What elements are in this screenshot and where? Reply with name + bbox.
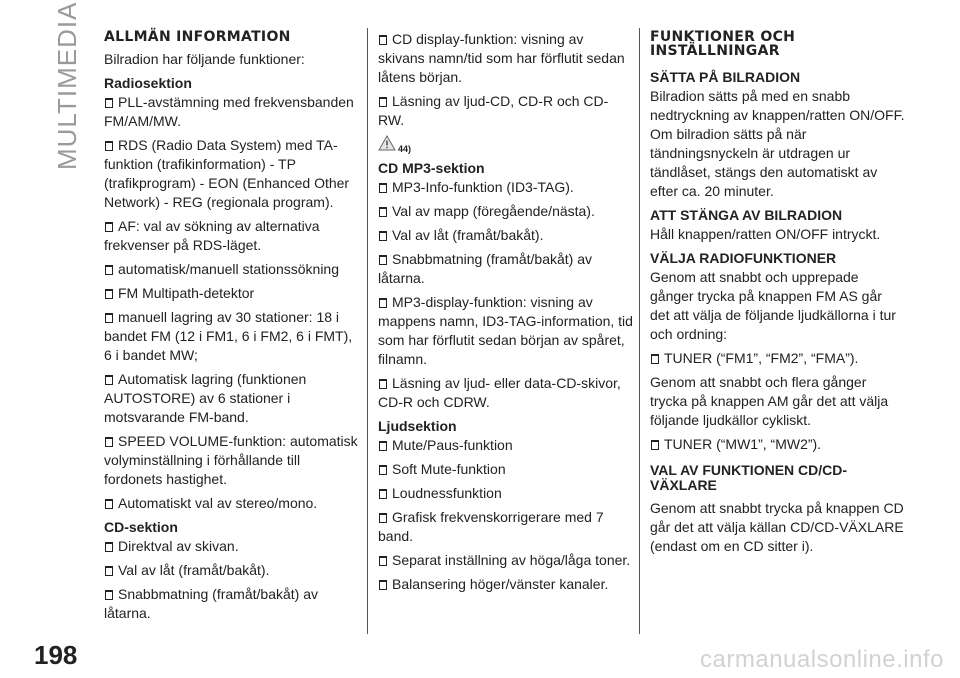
column-divider-1	[367, 28, 368, 634]
checkbox-bullet-icon	[105, 590, 113, 600]
subheading-turn-on: SÄTTA PÅ BILRADION	[650, 69, 801, 85]
list-item: CD display-funktion: visning av skivans namn/tid som har förflutit sedan låtens början.	[378, 31, 625, 85]
list-item: PLL-avstämning med frekvensbanden FM/AM/MW.	[104, 94, 354, 129]
checkbox-bullet-icon	[105, 313, 113, 323]
list-item: Läsning av ljud-CD, CD-R och CD-RW.	[378, 93, 609, 128]
checkbox-bullet-icon	[105, 499, 113, 509]
paragraph: Om bilradion sätts på när tändningsnyckeln är utdragen ur tändlåset, stängs den automatiskt av efter ca. 20 minuter.	[650, 126, 878, 199]
list-item: Automatisk lagring (funktionen AUTOSTORE) av 6 stationer i motsvarande FM-band.	[104, 371, 307, 425]
list-item: Soft Mute-funktion	[378, 460, 633, 479]
subheading-cd: CD-sektion	[104, 519, 178, 535]
subheading-select-radio: VÄLJA RADIOFUNKTIONER	[650, 250, 837, 266]
list-item: Läsning av ljud- eller data-CD-skivor, CD-R och CDRW.	[378, 375, 621, 410]
list-item: automatisk/manuell stationssökning	[104, 260, 359, 279]
list-item: Direktval av skivan.	[104, 537, 359, 556]
heading-general-info: ALLMÄN INFORMATION	[104, 29, 291, 45]
checkbox-bullet-icon	[379, 97, 387, 107]
checkbox-bullet-icon	[379, 207, 387, 217]
list-item: Snabbmatning (framåt/bakåt) av låtarna.	[104, 586, 318, 621]
list-item: SPEED VOLUME-funktion: automatisk volyminställning i förhållande till fordonets hastighet.	[104, 433, 358, 487]
paragraph: Genom att snabbt och flera gånger trycka på knappen AM går det att välja följande ljudkällor cykliskt.	[650, 374, 889, 428]
warning-ref-number: 44)	[398, 144, 412, 154]
checkbox-bullet-icon	[379, 556, 387, 566]
list-item: TUNER (“MW1”, “MW2”).	[650, 435, 905, 454]
checkbox-bullet-icon	[379, 231, 387, 241]
checkbox-bullet-icon	[105, 98, 113, 108]
list-item: Val av låt (framåt/bakåt).	[378, 226, 633, 245]
checkbox-bullet-icon	[379, 465, 387, 475]
checkbox-bullet-icon	[379, 580, 387, 590]
checkbox-bullet-icon	[105, 265, 113, 275]
heading-functions-settings: FUNKTIONER OCH INSTÄLLNINGAR	[650, 29, 796, 59]
checkbox-bullet-icon	[105, 437, 113, 447]
cd-list-continued	[378, 30, 633, 130]
subheading-radio: Radiosektion	[104, 75, 192, 91]
list-item: Mute/Paus-funktion	[378, 436, 633, 455]
intro-text: Bilradion har följande funktioner:	[104, 51, 305, 67]
checkbox-bullet-icon	[105, 141, 113, 151]
list-item: Automatiskt val av stereo/mono.	[104, 494, 359, 513]
column-divider-2	[639, 28, 640, 634]
list-item: AF: val av sökning av alternativa frekvenser på RDS-läget.	[104, 218, 320, 253]
checkbox-bullet-icon	[105, 222, 113, 232]
list-item: FM Multipath-detektor	[104, 284, 359, 303]
checkbox-bullet-icon	[379, 255, 387, 265]
subheading-mp3: CD MP3-sektion	[378, 160, 485, 176]
checkbox-bullet-icon	[105, 375, 113, 385]
paragraph: Håll knappen/ratten ON/OFF intryckt.	[650, 226, 881, 242]
list-item: MP3-display-funktion: visning av mappens namn, ID3-TAG-information, tid som har förflutit sedan början av spåret, filnamn.	[378, 294, 633, 367]
list-item: RDS (Radio Data System) med TA-funktion (trafikinformation) - TP (trafikprogram) - EON (Enhanced Other Network) - REG (regionala program).	[104, 137, 350, 210]
checkbox-bullet-icon	[379, 513, 387, 523]
list-item: Snabbmatning (framåt/bakåt) av låtarna.	[378, 251, 592, 286]
subheading-cd-changer: VAL AV FUNKTIONEN CD/CD- VÄXLARE	[650, 462, 848, 493]
column-1	[104, 30, 359, 628]
paragraph: Genom att snabbt och upprepade gånger trycka på knappen FM AS går det att välja de följande ljudkällorna i tur och ordning:	[650, 269, 896, 342]
watermark: carmanualsonline.info	[700, 646, 944, 673]
warning-reference	[378, 135, 633, 157]
section-tab	[52, 1, 92, 180]
checkbox-bullet-icon	[379, 441, 387, 451]
checkbox-bullet-icon	[379, 183, 387, 193]
section-tab-label: MULTIMEDIA	[52, 1, 82, 170]
subheading-audio: Ljudsektion	[378, 418, 457, 434]
checkbox-bullet-icon	[379, 489, 387, 499]
column-2	[378, 30, 633, 599]
list-item: Grafisk frekvenskorrigerare med 7 band.	[378, 509, 604, 544]
list-item: Separat inställning av höga/låga toner.	[378, 551, 633, 570]
checkbox-bullet-icon	[379, 379, 387, 389]
list-item: manuell lagring av 30 stationer: 18 i bandet FM (12 i FM1, 6 i FM2, 6 i FMT), 6 i bandet MW;	[104, 309, 353, 363]
audio-list	[378, 436, 633, 594]
checkbox-bullet-icon	[105, 566, 113, 576]
column-3	[650, 30, 905, 561]
checkbox-bullet-icon	[379, 35, 387, 45]
checkbox-bullet-icon	[105, 289, 113, 299]
cd-list	[104, 537, 359, 623]
checkbox-bullet-icon	[105, 542, 113, 552]
list-item: Balansering höger/vänster kanaler.	[378, 575, 633, 594]
list-item: Loudnessfunktion	[378, 484, 633, 503]
paragraph: Genom att snabbt trycka på knappen CD går det att välja källan CD/CD-VÄXLARE (endast om en CD sitter i).	[650, 500, 904, 554]
subheading-turn-off: ATT STÄNGA AV BILRADION	[650, 207, 843, 223]
mp3-list	[378, 178, 633, 412]
list-item: MP3-Info-funktion (ID3-TAG).	[378, 178, 633, 197]
paragraph: Bilradion sätts på med en snabb nedtryckning av knappen/ratten ON/OFF.	[650, 88, 905, 123]
list-item: Val av mapp (föregående/nästa).	[378, 202, 633, 221]
checkbox-bullet-icon	[651, 440, 659, 450]
list-item: TUNER (“FM1”, “FM2”, “FMA”).	[650, 349, 905, 368]
radio-list	[104, 93, 359, 513]
page-number: 198	[34, 640, 78, 670]
checkbox-bullet-icon	[379, 298, 387, 308]
checkbox-bullet-icon	[651, 354, 659, 364]
warning-triangle-icon	[378, 135, 396, 151]
list-item: Val av låt (framåt/bakåt).	[104, 561, 359, 580]
